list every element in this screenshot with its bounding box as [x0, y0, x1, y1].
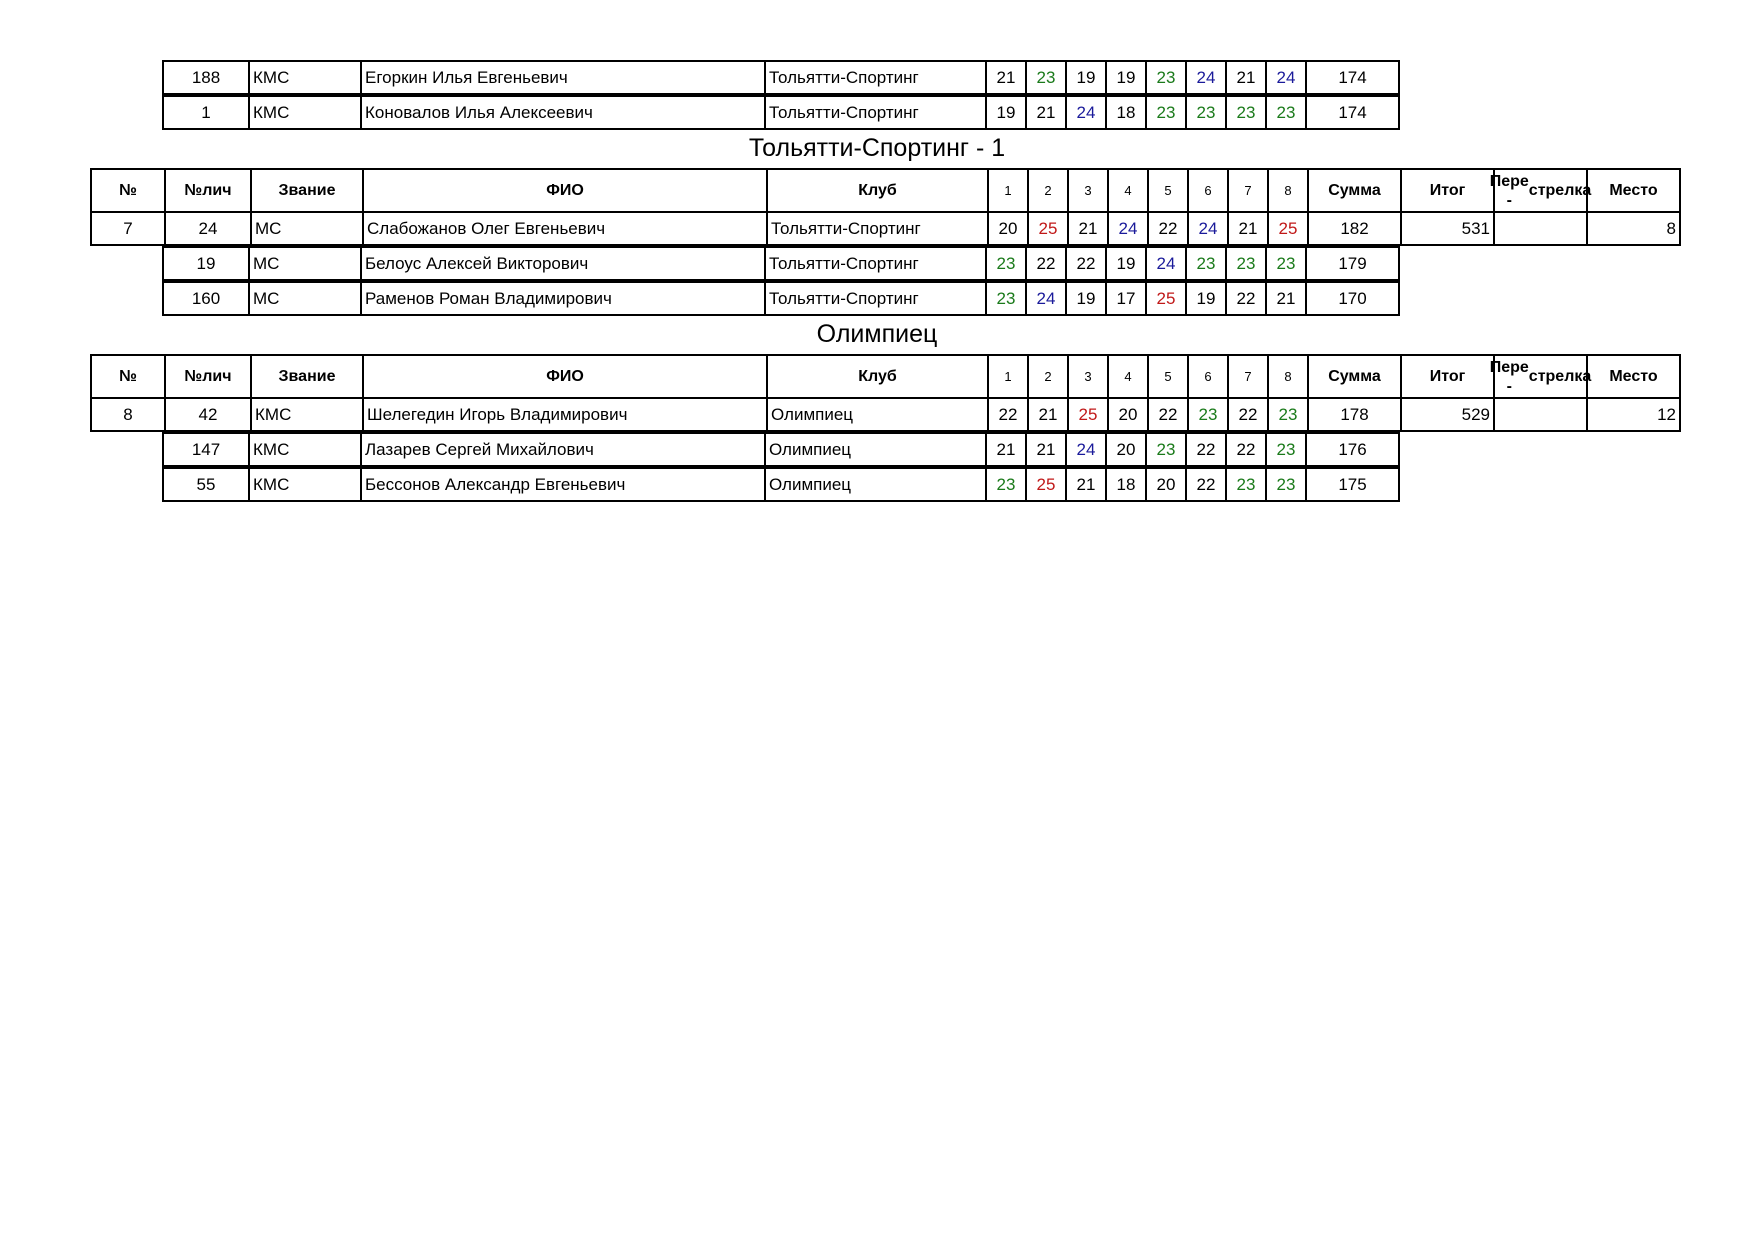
round-score-cell: 21: [1227, 211, 1269, 246]
round-score-cell: 23: [1265, 467, 1307, 502]
header-sum: Сумма: [1307, 168, 1402, 213]
round-score-cell: 23: [1145, 60, 1187, 95]
round-score-cell: 25: [1067, 397, 1109, 432]
header-rank: Звание: [250, 354, 364, 399]
header-round: 1: [987, 354, 1029, 399]
header-round: 8: [1267, 168, 1309, 213]
round-score-cell: 19: [1105, 60, 1147, 95]
header-line: стрелка: [1528, 368, 1592, 385]
header-shootoff: [1489, 354, 1592, 399]
header-round: 4: [1107, 354, 1149, 399]
header-line: лич: [202, 182, 232, 199]
round-score-cell: 22: [1185, 467, 1227, 502]
round-score-cell: 24: [1145, 246, 1187, 281]
sum-cell: 176: [1305, 432, 1400, 467]
round-score-cell: 25: [1145, 281, 1187, 316]
header-place: Место: [1586, 168, 1681, 213]
round-score-cell: 18: [1105, 95, 1147, 130]
table-header: [90, 354, 1681, 399]
personal-number-cell: 19: [162, 246, 250, 281]
round-score-cell: 23: [1025, 60, 1067, 95]
round-score-cell: 21: [1025, 95, 1067, 130]
header-round: 6: [1187, 168, 1229, 213]
club-cell: Тольятти-Спортинг: [764, 60, 987, 95]
round-score-cell: 24: [1065, 432, 1107, 467]
round-score-cell: 18: [1105, 467, 1147, 502]
club-cell: Тольятти-Спортинг: [764, 95, 987, 130]
round-score-cell: 19: [1105, 246, 1147, 281]
round-score-cell: 23: [1225, 95, 1267, 130]
header-round: 2: [1027, 168, 1069, 213]
rank-cell: МС: [248, 281, 362, 316]
team-number-cell: 8: [90, 397, 166, 432]
round-score-cell: 23: [1187, 397, 1229, 432]
header-club: Клуб: [766, 354, 989, 399]
team-total-cell: 531: [1400, 211, 1495, 246]
name-cell: Шелегедин Игорь Владимирович: [362, 397, 768, 432]
header-name: ФИО: [362, 168, 768, 213]
round-score-cell: 23: [1265, 95, 1307, 130]
round-score-cell: 21: [985, 432, 1027, 467]
sum-cell: 175: [1305, 467, 1400, 502]
shootoff-cell: [1493, 211, 1588, 246]
round-score-cell: 21: [1025, 432, 1067, 467]
header-num: №: [90, 168, 166, 213]
shootoff-cell: [1493, 397, 1588, 432]
round-score-cell: 23: [985, 467, 1027, 502]
club-cell: Тольятти-Спортинг: [764, 246, 987, 281]
name-cell: Белоус Алексей Викторович: [360, 246, 766, 281]
round-score-cell: 20: [987, 211, 1029, 246]
sum-cell: 170: [1305, 281, 1400, 316]
round-score-cell: 23: [1145, 432, 1187, 467]
name-cell: Коновалов Илья Алексеевич: [360, 95, 766, 130]
round-score-cell: 24: [1065, 95, 1107, 130]
team-first-row: [90, 211, 1681, 246]
club-cell: Тольятти-Спортинг: [766, 211, 989, 246]
round-score-cell: 21: [1067, 211, 1109, 246]
header-club: Клуб: [766, 168, 989, 213]
header-sum: Сумма: [1307, 354, 1402, 399]
header-total: Итог: [1400, 168, 1495, 213]
round-score-cell: 22: [1147, 211, 1189, 246]
header-round: 6: [1187, 354, 1229, 399]
round-score-cell: 24: [1265, 60, 1307, 95]
place-cell: 12: [1586, 397, 1681, 432]
round-score-cell: 20: [1107, 397, 1149, 432]
header-round: 8: [1267, 354, 1309, 399]
personal-number-cell: 24: [164, 211, 252, 246]
round-score-cell: 22: [1225, 281, 1267, 316]
round-score-cell: 24: [1187, 211, 1229, 246]
header-shootoff: [1489, 168, 1592, 213]
sum-cell: 178: [1307, 397, 1402, 432]
round-score-cell: 23: [1185, 246, 1227, 281]
round-score-cell: 21: [1265, 281, 1307, 316]
round-score-cell: 19: [1065, 60, 1107, 95]
header-round: 5: [1147, 354, 1189, 399]
round-score-cell: 23: [985, 246, 1027, 281]
round-score-cell: 23: [1225, 246, 1267, 281]
header-round: 3: [1067, 354, 1109, 399]
header-round: 3: [1067, 168, 1109, 213]
round-score-cell: 23: [1185, 95, 1227, 130]
header-line: лич: [202, 368, 232, 385]
name-cell: Лазарев Сергей Михайлович: [360, 432, 766, 467]
round-score-cell: 22: [1227, 397, 1269, 432]
header-round: 1: [987, 168, 1029, 213]
header-personal-num: [164, 354, 252, 399]
rank-cell: КМС: [248, 60, 362, 95]
round-score-cell: 25: [1027, 211, 1069, 246]
header-line: стрелка: [1528, 182, 1592, 199]
round-score-cell: 22: [987, 397, 1029, 432]
header-line: Пере -: [1489, 358, 1529, 395]
sum-cell: 182: [1307, 211, 1402, 246]
round-score-cell: 22: [1185, 432, 1227, 467]
header-round: 5: [1147, 168, 1189, 213]
header-name: ФИО: [362, 354, 768, 399]
rank-cell: КМС: [248, 467, 362, 502]
table-row: [162, 432, 1400, 467]
round-score-cell: 21: [1027, 397, 1069, 432]
name-cell: Егоркин Илья Евгеньевич: [360, 60, 766, 95]
header-round: 7: [1227, 354, 1269, 399]
header-round: 4: [1107, 168, 1149, 213]
rank-cell: КМС: [248, 432, 362, 467]
header-place: Место: [1586, 354, 1681, 399]
team-number-cell: 7: [90, 211, 166, 246]
team-first-row: [90, 397, 1681, 432]
team-total-cell: 529: [1400, 397, 1495, 432]
round-score-cell: 23: [1267, 397, 1309, 432]
table-row: [162, 246, 1400, 281]
round-score-cell: 25: [1025, 467, 1067, 502]
rank-cell: КМС: [248, 95, 362, 130]
round-score-cell: 23: [1225, 467, 1267, 502]
sum-cell: 174: [1305, 60, 1400, 95]
table-row: [162, 60, 1400, 95]
header-rank: Звание: [250, 168, 364, 213]
table-row: [162, 467, 1400, 502]
round-score-cell: 22: [1065, 246, 1107, 281]
round-score-cell: 21: [985, 60, 1027, 95]
header-round: 7: [1227, 168, 1269, 213]
header-total: Итог: [1400, 354, 1495, 399]
round-score-cell: 22: [1025, 246, 1067, 281]
club-cell: Тольятти-Спортинг: [764, 281, 987, 316]
round-score-cell: 19: [1065, 281, 1107, 316]
round-score-cell: 24: [1107, 211, 1149, 246]
personal-number-cell: 1: [162, 95, 250, 130]
round-score-cell: 24: [1025, 281, 1067, 316]
round-score-cell: 17: [1105, 281, 1147, 316]
club-cell: Олимпиец: [766, 397, 989, 432]
round-score-cell: 21: [1065, 467, 1107, 502]
header-line: Пере -: [1489, 172, 1529, 209]
name-cell: Раменов Роман Владимирович: [360, 281, 766, 316]
round-score-cell: 20: [1105, 432, 1147, 467]
personal-number-cell: 160: [162, 281, 250, 316]
rank-cell: МС: [250, 211, 364, 246]
table-header: [90, 168, 1681, 213]
personal-number-cell: 42: [164, 397, 252, 432]
name-cell: Бессонов Александр Евгеньевич: [360, 467, 766, 502]
club-cell: Олимпиец: [764, 432, 987, 467]
round-score-cell: 22: [1225, 432, 1267, 467]
round-score-cell: 19: [985, 95, 1027, 130]
round-score-cell: 25: [1267, 211, 1309, 246]
table-row: [162, 95, 1400, 130]
round-score-cell: 24: [1185, 60, 1227, 95]
sum-cell: 174: [1305, 95, 1400, 130]
personal-number-cell: 188: [162, 60, 250, 95]
table-row: [162, 281, 1400, 316]
header-round: 2: [1027, 354, 1069, 399]
round-score-cell: 22: [1147, 397, 1189, 432]
round-score-cell: 23: [1265, 246, 1307, 281]
round-score-cell: 23: [1145, 95, 1187, 130]
place-cell: 8: [1586, 211, 1681, 246]
team-title: Тольятти-Спортинг - 1: [748, 134, 1006, 162]
header-line: №: [184, 368, 203, 385]
round-score-cell: 19: [1185, 281, 1227, 316]
header-num: №: [90, 354, 166, 399]
round-score-cell: 23: [1265, 432, 1307, 467]
personal-number-cell: 147: [162, 432, 250, 467]
club-cell: Олимпиец: [764, 467, 987, 502]
header-personal-num: [164, 168, 252, 213]
round-score-cell: 23: [985, 281, 1027, 316]
round-score-cell: 21: [1225, 60, 1267, 95]
personal-number-cell: 55: [162, 467, 250, 502]
rank-cell: МС: [248, 246, 362, 281]
rank-cell: КМС: [250, 397, 364, 432]
team-title: Олимпиец: [816, 320, 938, 348]
name-cell: Слабожанов Олег Евгеньевич: [362, 211, 768, 246]
header-line: №: [184, 182, 203, 199]
sum-cell: 179: [1305, 246, 1400, 281]
round-score-cell: 20: [1145, 467, 1187, 502]
